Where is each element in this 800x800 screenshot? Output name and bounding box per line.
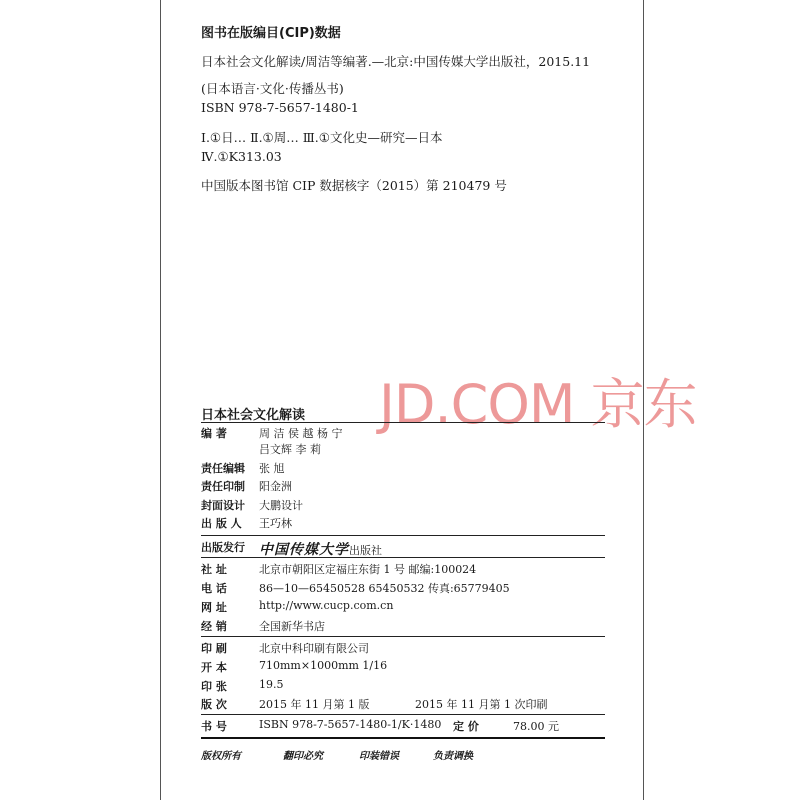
authors-line-1: 周 洁 侯 越 杨 宁 xyxy=(259,427,343,440)
credit-authors xyxy=(201,425,605,442)
divider-thick xyxy=(201,737,605,739)
divider xyxy=(201,714,605,715)
cip-line-record-number: 中国版本图书馆 CIP 数据核字（2015）第 210479 号 xyxy=(201,178,507,193)
cip-line-series: (日本语言·文化·传播丛书) xyxy=(201,81,344,96)
isbn-row xyxy=(201,718,605,735)
isbn-value: ISBN 978-7-5657-1480-1/K·1480 xyxy=(259,718,442,731)
print-edition xyxy=(201,696,605,713)
book-title: 日本社会文化解读 xyxy=(201,408,306,423)
pub-website xyxy=(201,599,605,616)
print-manager-label: 责任印制 xyxy=(201,480,245,493)
publisher-logo: 中国传媒大学 xyxy=(259,542,349,558)
format-value: 710mm×1000mm 1/16 xyxy=(259,659,388,672)
address-label: 社 址 xyxy=(201,563,227,576)
publisher-name: 王巧林 xyxy=(259,517,292,530)
copyright-page xyxy=(160,0,697,800)
website-value: http://www.cucp.com.cn xyxy=(259,599,394,612)
cip-line-isbn: ISBN 978-7-5657-1480-1 xyxy=(201,100,359,115)
footer-exchange: 负责调换 xyxy=(433,751,473,762)
printer-label: 印 刷 xyxy=(201,642,227,655)
price-value: 78.00 元 xyxy=(513,720,559,733)
cip-line-subjects: Ⅰ.①日… Ⅱ.①周… Ⅲ.①文化史—研究—日本 xyxy=(201,130,443,145)
website-label: 网 址 xyxy=(201,601,227,614)
format-label: 开 本 xyxy=(201,661,227,674)
cover-design-name: 大鹏设计 xyxy=(259,499,303,512)
footer-misprint: 印装错误 xyxy=(359,751,399,762)
issuer-label: 出版发行 xyxy=(201,541,245,554)
edition-label: 版 次 xyxy=(201,698,227,711)
cip-heading: 图书在版编目(CIP)数据 xyxy=(201,26,341,41)
print-manager-name: 阳金洲 xyxy=(259,480,292,493)
cip-line-catalog: 日本社会文化解读/周洁等编著.—北京:中国传媒大学出版社，2015.11 xyxy=(201,54,591,69)
sheets-label: 印 张 xyxy=(201,680,227,693)
credit-publisher xyxy=(201,515,605,532)
edition-value: 2015 年 11 月第 1 版 xyxy=(259,698,370,711)
editor-label: 责任编辑 xyxy=(201,462,245,475)
phone-value: 86—10—65450528 65450532 传真:65779405 xyxy=(259,582,510,595)
print-sheets xyxy=(201,678,605,695)
distributor-value: 全国新华书店 xyxy=(259,620,325,633)
cip-line-classification: Ⅳ.①K313.03 xyxy=(201,149,282,164)
credit-print-manager xyxy=(201,478,605,495)
pub-address xyxy=(201,561,605,578)
credit-cover-design xyxy=(201,497,605,514)
printer-value: 北京中科印刷有限公司 xyxy=(259,642,369,655)
divider xyxy=(201,535,605,536)
sheets-value: 19.5 xyxy=(259,678,284,691)
issuer-suffix: 出版社 xyxy=(349,544,382,557)
footer-no-reprint: 翻印必究 xyxy=(283,751,323,762)
footer-rights-reserved: 版权所有 xyxy=(201,751,241,762)
price-label: 定 价 xyxy=(453,720,479,733)
address-value: 北京市朝阳区定福庄东街 1 号 邮编:100024 xyxy=(259,563,477,576)
phone-label: 电 话 xyxy=(201,582,227,595)
isbn-label: 书 号 xyxy=(201,720,227,733)
credit-authors-cont xyxy=(201,441,605,458)
editor-name: 张 旭 xyxy=(259,462,285,475)
print-format xyxy=(201,659,605,676)
impression-value: 2015 年 11 月第 1 次印刷 xyxy=(415,698,548,711)
pub-distributor xyxy=(201,618,605,635)
issuer-name xyxy=(259,539,382,559)
jd-watermark: JD.COM 京东 xyxy=(379,373,697,436)
divider xyxy=(201,557,605,558)
pub-phone xyxy=(201,580,605,597)
pub-issuer xyxy=(201,539,605,556)
authors-label: 编 著 xyxy=(201,427,227,440)
print-printer xyxy=(201,640,605,657)
cover-design-label: 封面设计 xyxy=(201,499,245,512)
authors-line-2: 吕文辉 李 莉 xyxy=(259,443,321,456)
publisher-label: 出 版 人 xyxy=(201,517,242,530)
divider xyxy=(201,422,605,423)
divider xyxy=(201,636,605,637)
distributor-label: 经 销 xyxy=(201,620,227,633)
credit-editor xyxy=(201,460,605,477)
